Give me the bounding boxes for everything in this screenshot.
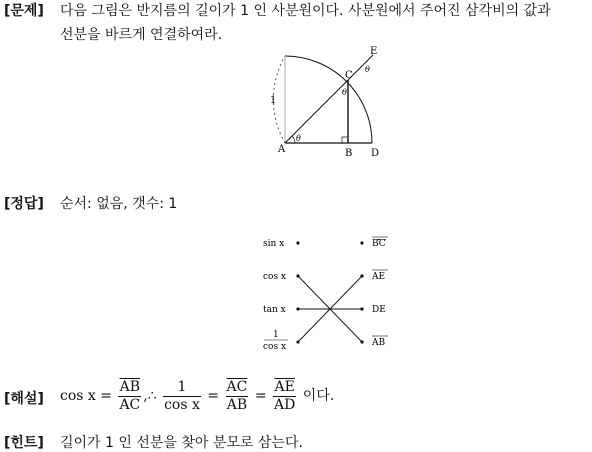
quarter-circle-figure xyxy=(270,45,400,160)
right-angle-mark xyxy=(342,137,348,143)
eq-1: = xyxy=(207,388,220,404)
label-theta-mid: θ xyxy=(342,88,347,97)
label-A: A xyxy=(278,144,286,155)
problem-label: [문제] xyxy=(4,3,44,19)
label-D: D xyxy=(371,148,380,159)
label-B: B xyxy=(345,148,353,159)
problem-text-line1: 다음 그림은 반지름의 길이가 1 인 사분원이다. 사분원에서 주어진 삼각비의 값과 xyxy=(60,3,551,19)
frac3-num: $\overline{AC}$ xyxy=(226,378,248,395)
frac1-den: AC xyxy=(119,396,141,413)
frac-AB-AC xyxy=(118,379,141,414)
answer-label: [정답] xyxy=(4,196,44,212)
label-theta-bottom: θ xyxy=(296,134,301,143)
right-label-BC: BC xyxy=(372,239,386,249)
hint-text: 길이가 1 인 선분을 찾아 분모로 삼는다. xyxy=(60,435,303,451)
cos-x-eq: cos x = xyxy=(60,388,112,404)
answer-text: 순서: 없음, 갯수: 1 xyxy=(60,196,178,212)
frac4-den: AD xyxy=(274,396,296,413)
right-dot-1 xyxy=(360,241,363,244)
frac2-num: 1 xyxy=(163,379,201,397)
right-label-AB: AB xyxy=(372,338,386,348)
left-dot-1 xyxy=(296,241,299,244)
label-radius-1: 1 xyxy=(270,95,277,106)
hint-label: [힌트] xyxy=(4,435,44,451)
explanation-tail: 이다. xyxy=(302,388,335,404)
frac3-den: AB xyxy=(226,396,248,413)
left-label-sin: sin x xyxy=(263,239,285,249)
frac-AE-AD xyxy=(273,379,296,414)
label-E: E xyxy=(370,46,378,57)
eq-2: = xyxy=(254,388,267,404)
left-label-tan: tan x xyxy=(263,305,286,315)
label-theta-top: θ xyxy=(365,65,370,74)
frac-AC-AB xyxy=(226,379,249,414)
left-label-cos: cos x xyxy=(263,272,287,282)
label-C: C xyxy=(345,70,353,81)
right-label-DE: DE xyxy=(372,305,386,315)
left-label-sec-den: cos x xyxy=(263,342,287,352)
frac-1-cosx xyxy=(163,379,201,414)
explanation-formula xyxy=(60,374,334,418)
frac2-den: cos x xyxy=(164,396,200,413)
right-label-AE: AE xyxy=(372,272,386,282)
matching-diagram xyxy=(258,232,398,352)
therefore: ,∴ xyxy=(143,388,157,404)
frac1-num: $\overline{AB}$ xyxy=(119,378,141,395)
left-label-sec-num: 1 xyxy=(273,330,279,340)
frac4-num: $\overline{AE}$ xyxy=(274,378,295,395)
problem-text-line2: 선분을 바르게 연결하여라. xyxy=(60,27,223,43)
angle-arc-A xyxy=(292,136,295,143)
explanation-label: [해설] xyxy=(4,391,44,407)
